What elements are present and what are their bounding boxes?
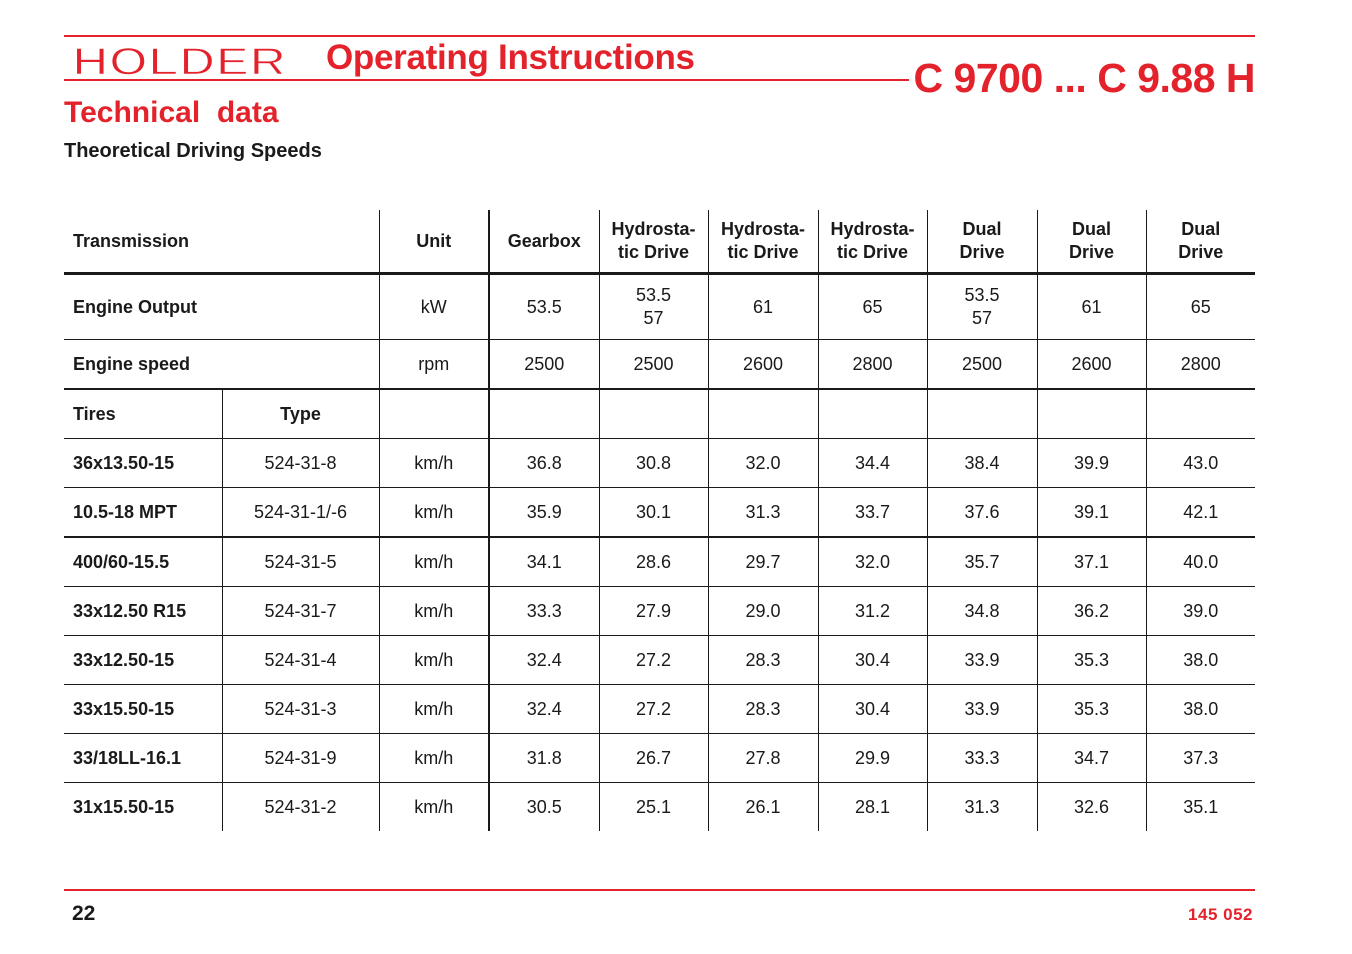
tire-type: 524-31-8 — [222, 439, 379, 488]
speed-value: 27.2 — [599, 685, 708, 734]
speed-value: 34.8 — [927, 587, 1037, 636]
header-col: Hydrosta- tic Drive — [599, 210, 708, 274]
speed-value: 27.8 — [708, 734, 818, 783]
tires-label: Tires — [64, 389, 222, 439]
speed-value: 38.0 — [1146, 636, 1255, 685]
section-title: Technical data — [64, 96, 279, 129]
speed-value: 28.1 — [818, 783, 927, 832]
engine-output-unit: kW — [379, 274, 489, 340]
tire-size: 31x15.50-15 — [73, 796, 175, 817]
engine-output-value: 53.5 57 — [599, 274, 708, 340]
speed-value: 39.0 — [1146, 587, 1255, 636]
engine-speed-unit: rpm — [379, 340, 489, 390]
tire-type: 524-31-2 — [222, 783, 379, 832]
engine-output-value: 61 — [1037, 274, 1146, 340]
speed-value: 27.2 — [599, 636, 708, 685]
engine-output-value: 65 — [1146, 274, 1255, 340]
speed-unit: km/h — [379, 636, 489, 685]
speed-value: 33.9 — [927, 636, 1037, 685]
speed-unit: km/h — [379, 685, 489, 734]
engine-speed-value: 2800 — [1146, 340, 1255, 390]
model-range: C 9700 ... C 9.88 H — [913, 55, 1255, 101]
speed-value: 33.3 — [927, 734, 1037, 783]
tire-size: 36x13.50-15 — [64, 439, 222, 488]
table-row — [64, 439, 1255, 488]
empty-cell — [379, 389, 489, 439]
type-label: Type — [222, 389, 379, 439]
svg-text:HOLDER: HOLDER — [72, 42, 287, 80]
engine-speed-value: 2500 — [927, 340, 1037, 390]
speed-value: 33.9 — [927, 685, 1037, 734]
tire-size: 33x12.50-15 — [64, 636, 222, 685]
header-title: Operating Instructions — [326, 38, 695, 77]
engine-output-value: 53.5 — [489, 274, 599, 340]
header-col: Hydrosta- tic Drive — [708, 210, 818, 274]
speed-value: 30.8 — [599, 439, 708, 488]
document-number: 145 052 — [1188, 905, 1253, 924]
speed-value: 33.7 — [818, 488, 927, 538]
speed-value: 40.0 — [1146, 537, 1255, 587]
page-number: 22 — [72, 902, 96, 925]
speed-value: 37.1 — [1037, 537, 1146, 587]
tire-size: 33x12.50 R15 — [64, 587, 222, 636]
speed-value: 36.8 — [489, 439, 599, 488]
table-header-row — [64, 210, 1255, 274]
engine-speed-value: 2600 — [708, 340, 818, 390]
speed-unit: km/h — [379, 488, 489, 538]
engine-speed-value: 2800 — [818, 340, 927, 390]
speed-value: 29.0 — [708, 587, 818, 636]
speed-value: 39.1 — [1037, 488, 1146, 538]
speed-value: 30.1 — [599, 488, 708, 538]
speed-value: 35.3 — [1037, 685, 1146, 734]
speed-value: 30.5 — [489, 783, 599, 832]
speed-value: 38.0 — [1146, 685, 1255, 734]
speed-value: 34.1 — [489, 537, 599, 587]
engine-output-label: Engine Output — [64, 274, 379, 340]
speed-value: 39.9 — [1037, 439, 1146, 488]
footer-rule — [64, 889, 1255, 891]
header-top-rule — [64, 35, 1255, 37]
header-col: Gearbox — [489, 210, 599, 274]
empty-cell — [1037, 389, 1146, 439]
engine-output-value: 53.5 57 — [927, 274, 1037, 340]
speed-value: 30.4 — [818, 636, 927, 685]
speed-value: 38.4 — [927, 439, 1037, 488]
table-row — [64, 685, 1255, 734]
header-col: Dual Drive — [1146, 210, 1255, 274]
speed-value: 37.3 — [1146, 734, 1255, 783]
speed-value: 32.0 — [818, 537, 927, 587]
section-subtitle: Theoretical Driving Speeds — [64, 140, 322, 162]
header-transmission: Transmission — [64, 210, 379, 274]
speed-value: 35.1 — [1146, 783, 1255, 832]
speed-unit: km/h — [379, 587, 489, 636]
speed-value: 42.1 — [1146, 488, 1255, 538]
speed-unit: km/h — [379, 537, 489, 587]
speed-value: 32.4 — [489, 685, 599, 734]
table-row — [64, 636, 1255, 685]
speed-value: 25.1 — [599, 783, 708, 832]
table-row — [64, 783, 1255, 832]
engine-speed-value: 2500 — [489, 340, 599, 390]
engine-speed-value: 2500 — [599, 340, 708, 390]
speed-value: 27.9 — [599, 587, 708, 636]
speed-value: 33.3 — [489, 587, 599, 636]
speed-value: 34.4 — [818, 439, 927, 488]
tire-size: 400/60-15.5 — [64, 537, 222, 587]
tires-header-row — [64, 389, 1255, 439]
speed-value: 29.9 — [818, 734, 927, 783]
empty-cell — [708, 389, 818, 439]
speed-value: 31.2 — [818, 587, 927, 636]
speed-value: 26.1 — [708, 783, 818, 832]
engine-speed-label: Engine speed — [64, 340, 379, 390]
speed-value: 26.7 — [599, 734, 708, 783]
empty-cell — [818, 389, 927, 439]
speed-value: 32.6 — [1037, 783, 1146, 832]
empty-cell — [927, 389, 1037, 439]
engine-output-row — [64, 274, 1255, 340]
speed-unit: km/h — [379, 734, 489, 783]
tire-type: 524-31-9 — [222, 734, 379, 783]
speed-value: 29.7 — [708, 537, 818, 587]
speed-value: 31.8 — [489, 734, 599, 783]
speed-value: 31.3 — [927, 783, 1037, 832]
speed-value: 43.0 — [1146, 439, 1255, 488]
tire-type: 524-31-1/-6 — [222, 488, 379, 538]
speed-unit: km/h — [379, 783, 489, 832]
header-unit: Unit — [379, 210, 489, 274]
engine-output-value: 61 — [708, 274, 818, 340]
table-row — [64, 587, 1255, 636]
empty-cell — [489, 389, 599, 439]
speed-value: 28.3 — [708, 636, 818, 685]
header-col: Dual Drive — [1037, 210, 1146, 274]
engine-speed-value: 2600 — [1037, 340, 1146, 390]
tire-size: 33x15.50-15 — [64, 685, 222, 734]
tire-type: 524-31-5 — [222, 537, 379, 587]
speed-value: 35.3 — [1037, 636, 1146, 685]
header-col: Hydrosta- tic Drive — [818, 210, 927, 274]
table-row — [64, 734, 1255, 783]
speed-value: 37.6 — [927, 488, 1037, 538]
header-col: Dual Drive — [927, 210, 1037, 274]
empty-cell — [599, 389, 708, 439]
tire-type: 524-31-4 — [222, 636, 379, 685]
speed-value: 28.6 — [599, 537, 708, 587]
tire-size: 33/18LL-16.1 — [64, 734, 222, 783]
table-row — [64, 537, 1255, 587]
speed-value: 32.4 — [489, 636, 599, 685]
speed-unit: km/h — [379, 439, 489, 488]
tire-size: 10.5-18 MPT — [64, 488, 222, 538]
speed-value: 35.7 — [927, 537, 1037, 587]
speed-value: 35.9 — [489, 488, 599, 538]
empty-cell — [1146, 389, 1255, 439]
speed-value: 34.7 — [1037, 734, 1146, 783]
table-row — [64, 488, 1255, 538]
speed-value: 31.3 — [708, 488, 818, 538]
tire-type: 524-31-7 — [222, 587, 379, 636]
holder-logo — [72, 42, 288, 80]
tire-type: 524-31-3 — [222, 685, 379, 734]
speed-value: 30.4 — [818, 685, 927, 734]
engine-speed-row — [64, 340, 1255, 390]
speed-value: 36.2 — [1037, 587, 1146, 636]
driving-speeds-table — [64, 210, 1255, 831]
speed-value: 28.3 — [708, 685, 818, 734]
speed-value: 32.0 — [708, 439, 818, 488]
engine-output-value: 65 — [818, 274, 927, 340]
